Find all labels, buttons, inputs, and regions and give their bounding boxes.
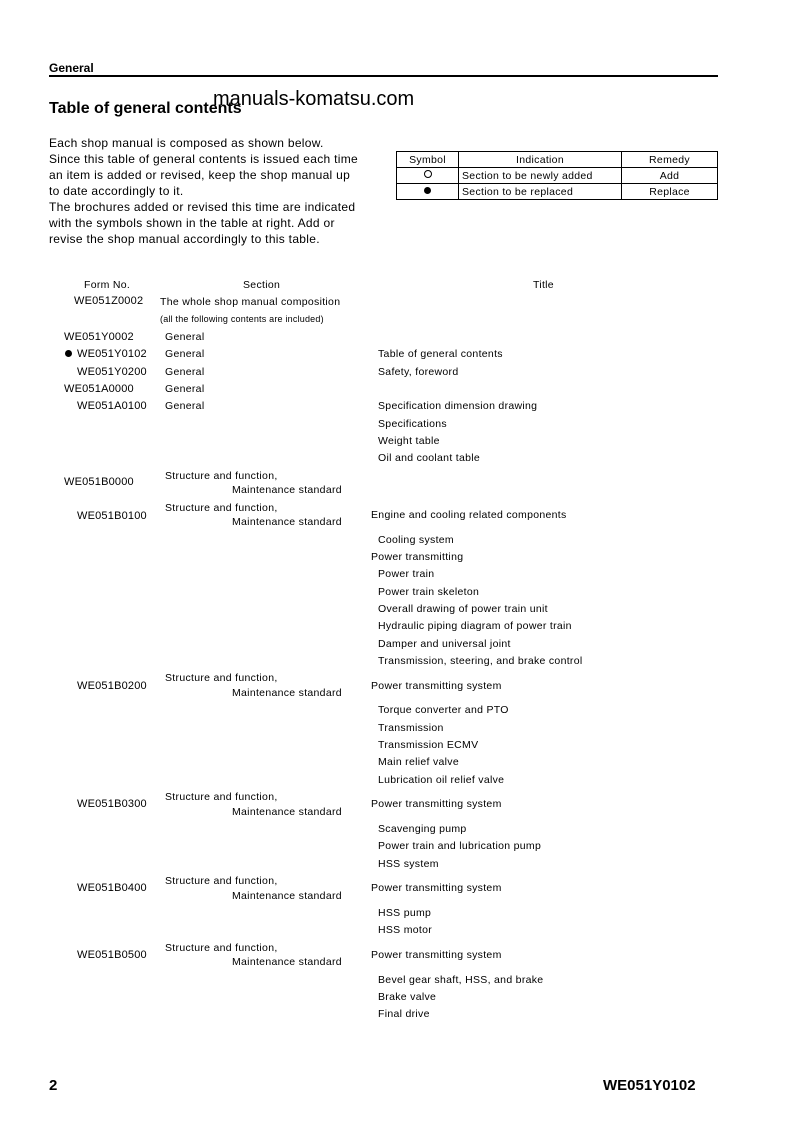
title-item: Oil and coolant table xyxy=(378,452,481,464)
title-item: Table of general contents xyxy=(378,348,503,360)
title-item: Specifications xyxy=(378,418,447,430)
section-label: Structure and function, xyxy=(165,942,278,954)
intro-line: Since this table of general contents is issued each time xyxy=(49,152,358,166)
title-item: Power train xyxy=(378,568,435,580)
section-label: Structure and function, xyxy=(165,502,278,514)
form-no: WE051Y0002 xyxy=(64,331,134,343)
title-item: Safety, foreword xyxy=(378,366,459,378)
circle-filled-icon xyxy=(424,187,431,194)
title-item: Brake valve xyxy=(378,991,437,1003)
form-no: WE051B0000 xyxy=(64,476,134,488)
header-rule xyxy=(49,75,718,77)
page-title: Table of general contents xyxy=(49,100,242,117)
section-label: General xyxy=(165,366,205,378)
legend-indication: Section to be replaced xyxy=(459,184,622,200)
legend-row-replace xyxy=(397,184,718,200)
title-item: Final drive xyxy=(378,1008,430,1020)
title-group: Power transmitting system xyxy=(371,798,502,810)
title-item: Transmission ECMV xyxy=(378,739,479,751)
title-item: Cooling system xyxy=(378,534,454,546)
legend-header-indication: Indication xyxy=(459,152,622,168)
legend-header-symbol: Symbol xyxy=(397,152,459,168)
section-label: General xyxy=(165,400,205,412)
title-item: Power train skeleton xyxy=(378,586,480,598)
legend-header-row xyxy=(397,152,718,168)
section-label: Maintenance standard xyxy=(232,687,342,699)
circle-open-icon xyxy=(424,170,432,178)
title-item: Bevel gear shaft, HSS, and brake xyxy=(378,974,544,986)
header-section: General xyxy=(49,61,94,75)
title-item: Specification dimension drawing xyxy=(378,400,538,412)
section-label: Maintenance standard xyxy=(232,484,342,496)
section-note: (all the following contents are included) xyxy=(160,314,324,324)
section-label: Structure and function, xyxy=(165,875,278,887)
form-no: WE051B0400 xyxy=(77,882,147,894)
title-item: Transmission xyxy=(378,722,444,734)
legend-row-add xyxy=(397,168,718,184)
legend-indication: Section to be newly added xyxy=(459,168,622,184)
title-group: Power transmitting system xyxy=(371,680,502,692)
intro-line: an item is added or revised, keep the shop manual up xyxy=(49,168,351,182)
legend-table xyxy=(396,151,718,200)
section-label: General xyxy=(165,383,205,395)
title-item: HSS system xyxy=(378,858,439,870)
title-item: Torque converter and PTO xyxy=(378,704,509,716)
form-no: WE051A0000 xyxy=(64,383,134,395)
title-item: Main relief valve xyxy=(378,756,459,768)
footer-form-no: WE051Y0102 xyxy=(603,1077,696,1094)
title-item: HSS motor xyxy=(378,924,433,936)
form-no: WE051A0100 xyxy=(77,400,147,412)
section-label: The whole shop manual composition xyxy=(160,296,341,308)
title-item: Hydraulic piping diagram of power train xyxy=(378,620,572,632)
title-group: Engine and cooling related components xyxy=(371,509,567,521)
section-label: Structure and function, xyxy=(165,791,278,803)
form-no: WE051Z0002 xyxy=(74,295,144,307)
section-label: Structure and function, xyxy=(165,470,278,482)
section-label: Structure and function, xyxy=(165,672,278,684)
intro-line: to date accordingly to it. xyxy=(49,184,184,198)
section-label: General xyxy=(165,331,205,343)
title-group: Power transmitting system xyxy=(371,882,502,894)
column-header-section: Section xyxy=(243,279,281,291)
intro-line: Each shop manual is composed as shown below. xyxy=(49,136,324,150)
form-no: WE051Y0200 xyxy=(77,366,147,378)
legend-header-remedy: Remedy xyxy=(622,152,718,168)
title-item: Scavenging pump xyxy=(378,823,467,835)
form-no: WE051Y0102 xyxy=(77,348,147,360)
section-label: Maintenance standard xyxy=(232,516,342,528)
section-label: Maintenance standard xyxy=(232,956,342,968)
title-item: HSS pump xyxy=(378,907,432,919)
title-item: Transmission, steering, and brake control xyxy=(378,655,583,667)
intro-line: with the symbols shown in the table at right. Add or xyxy=(49,216,335,230)
title-group: Power transmitting xyxy=(371,551,464,563)
title-item: Damper and universal joint xyxy=(378,638,511,650)
watermark: manuals-komatsu.com xyxy=(213,88,415,110)
circle-filled-icon xyxy=(65,350,72,357)
title-item: Lubrication oil relief valve xyxy=(378,774,505,786)
form-no: WE051B0100 xyxy=(77,510,147,522)
title-group: Power transmitting system xyxy=(371,949,502,961)
form-no: WE051B0500 xyxy=(77,949,147,961)
section-label: Maintenance standard xyxy=(232,890,342,902)
title-item: Power train and lubrication pump xyxy=(378,840,542,852)
intro-line: revise the shop manual accordingly to this table. xyxy=(49,232,320,246)
column-header-form-no: Form No. xyxy=(84,279,131,291)
form-no: WE051B0200 xyxy=(77,680,147,692)
legend-remedy: Replace xyxy=(622,184,718,200)
intro-line: The brochures added or revised this time are indicated xyxy=(49,200,356,214)
section-label: Maintenance standard xyxy=(232,806,342,818)
title-item: Overall drawing of power train unit xyxy=(378,603,548,615)
page-number: 2 xyxy=(49,1077,58,1094)
column-header-title: Title xyxy=(533,279,554,291)
form-no: WE051B0300 xyxy=(77,798,147,810)
section-label: General xyxy=(165,348,205,360)
legend-remedy: Add xyxy=(622,168,718,184)
title-item: Weight table xyxy=(378,435,440,447)
